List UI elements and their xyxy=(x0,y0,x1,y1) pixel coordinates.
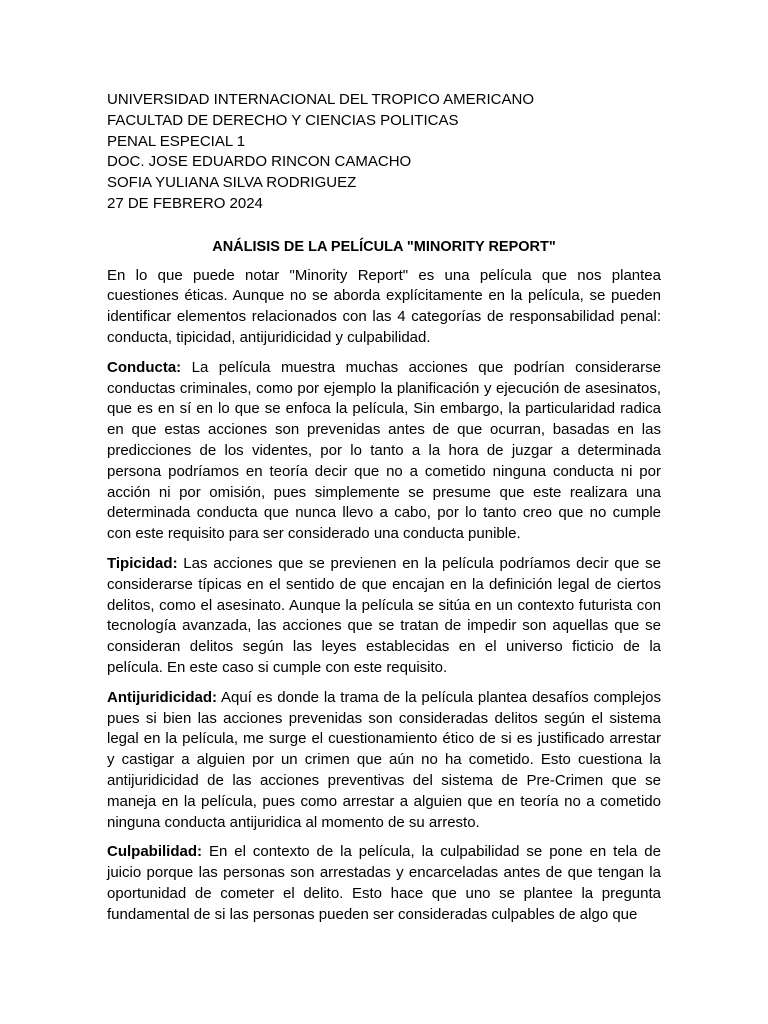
paragraph-culpabilidad-lead: Culpabilidad: xyxy=(107,843,202,861)
header-student: SOFIA YULIANA SILVA RODRIGUEZ xyxy=(107,174,357,192)
paragraph-antijuridicidad xyxy=(107,688,661,834)
paragraph-intro-text: En lo que puede notar "Minority Report" es una película que nos plantea cuestiones éticas. Aunque no se aborda explícitamente en la película, se pueden identificar elementos relacionados con las 4 categorías de responsabilidad penal: conducta, tipicidad, antijuridicidad y culpabilidad. xyxy=(107,266,661,346)
header-faculty: FACULTAD DE DERECHO Y CIENCIAS POLITICAS xyxy=(107,111,459,129)
header-course: PENAL ESPECIAL 1 xyxy=(107,132,246,150)
paragraph-culpabilidad xyxy=(107,842,661,925)
paragraph-conducta-text: La película muestra muchas acciones que podrían considerarse conductas criminales, como por ejemplo la planificación y ejecución de asesinatos, que es en sí en lo que se enfoca la película, Sin embargo, la particularidad radica en que estas acciones son prevenidas antes de que ocurran, basadas en las predicciones de los videntes, por lo tanto a la hora de juzgar a determinada persona podríamos en teoría decir que no a cometido ninguna conducta ni por acción ni por omisión, pues simplemente se presume que este realizara una determinada conducta que nunca llevo a cabo, por lo tanto creo que no cumple con este requisito para ser considerado una conducta punible. xyxy=(107,358,661,543)
paragraph-conducta-lead: Conducta: xyxy=(107,358,182,376)
paragraph-tipicidad xyxy=(107,554,661,679)
paragraph-antijuridicidad-lead: Antijuridicidad: xyxy=(107,688,217,706)
paragraph-intro xyxy=(107,266,661,349)
paragraph-tipicidad-text: Las acciones que se previenen en la película podríamos decir que se considerarse típicas en el sentido de que encajan en la definición legal de ciertos delitos, como el asesinato. Aunque la película se sitúa en un contexto futurista con tecnología avanzada, las acciones que se tratan de impedir son aquellas que se consideran delitos según las leyes establecidas en el universo ficticio de la película. En este caso si cumple con este requisito. xyxy=(107,554,661,676)
paragraph-antijuridicidad-text: Aquí es donde la trama de la película plantea desafíos complejos pues si bien las acciones prevenidas son consideradas delitos según el sistema legal en la película, me surge el cuestionamiento ético de si es justificado arrestar y castigar a alguien por un crimen que aún no ha cometido. Esto cuestiona la antijuridicidad de las acciones preventivas del sistema de Pre-Crimen que se maneja en la película, pues como arrestar a alguien que en teoría no a cometido ninguna conducta antijuridica al momento de su arresto. xyxy=(107,688,661,831)
header-university: UNIVERSIDAD INTERNACIONAL DEL TROPICO AMERICANO xyxy=(107,91,535,108)
document-page xyxy=(107,90,661,925)
document-title: ANÁLISIS DE LA PELÍCULA "MINORITY REPORT" xyxy=(212,238,556,255)
paragraph-tipicidad-lead: Tipicidad: xyxy=(107,554,178,572)
paragraph-culpabilidad-text: En el contexto de la película, la culpabilidad se pone en tela de juicio porque las personas son arrestadas y encarceladas antes de que tengan la oportunidad de cometer el delito. Esto hace que uno se plantee la pregunta fundamental de si las personas pueden ser consideradas culpables de algo que xyxy=(107,843,661,923)
header-professor: DOC. JOSE EDUARDO RINCON CAMACHO xyxy=(107,153,412,171)
header-date: 27 DE FEBRERO 2024 xyxy=(107,194,263,212)
paragraph-conducta xyxy=(107,358,661,545)
document-header xyxy=(107,90,661,215)
